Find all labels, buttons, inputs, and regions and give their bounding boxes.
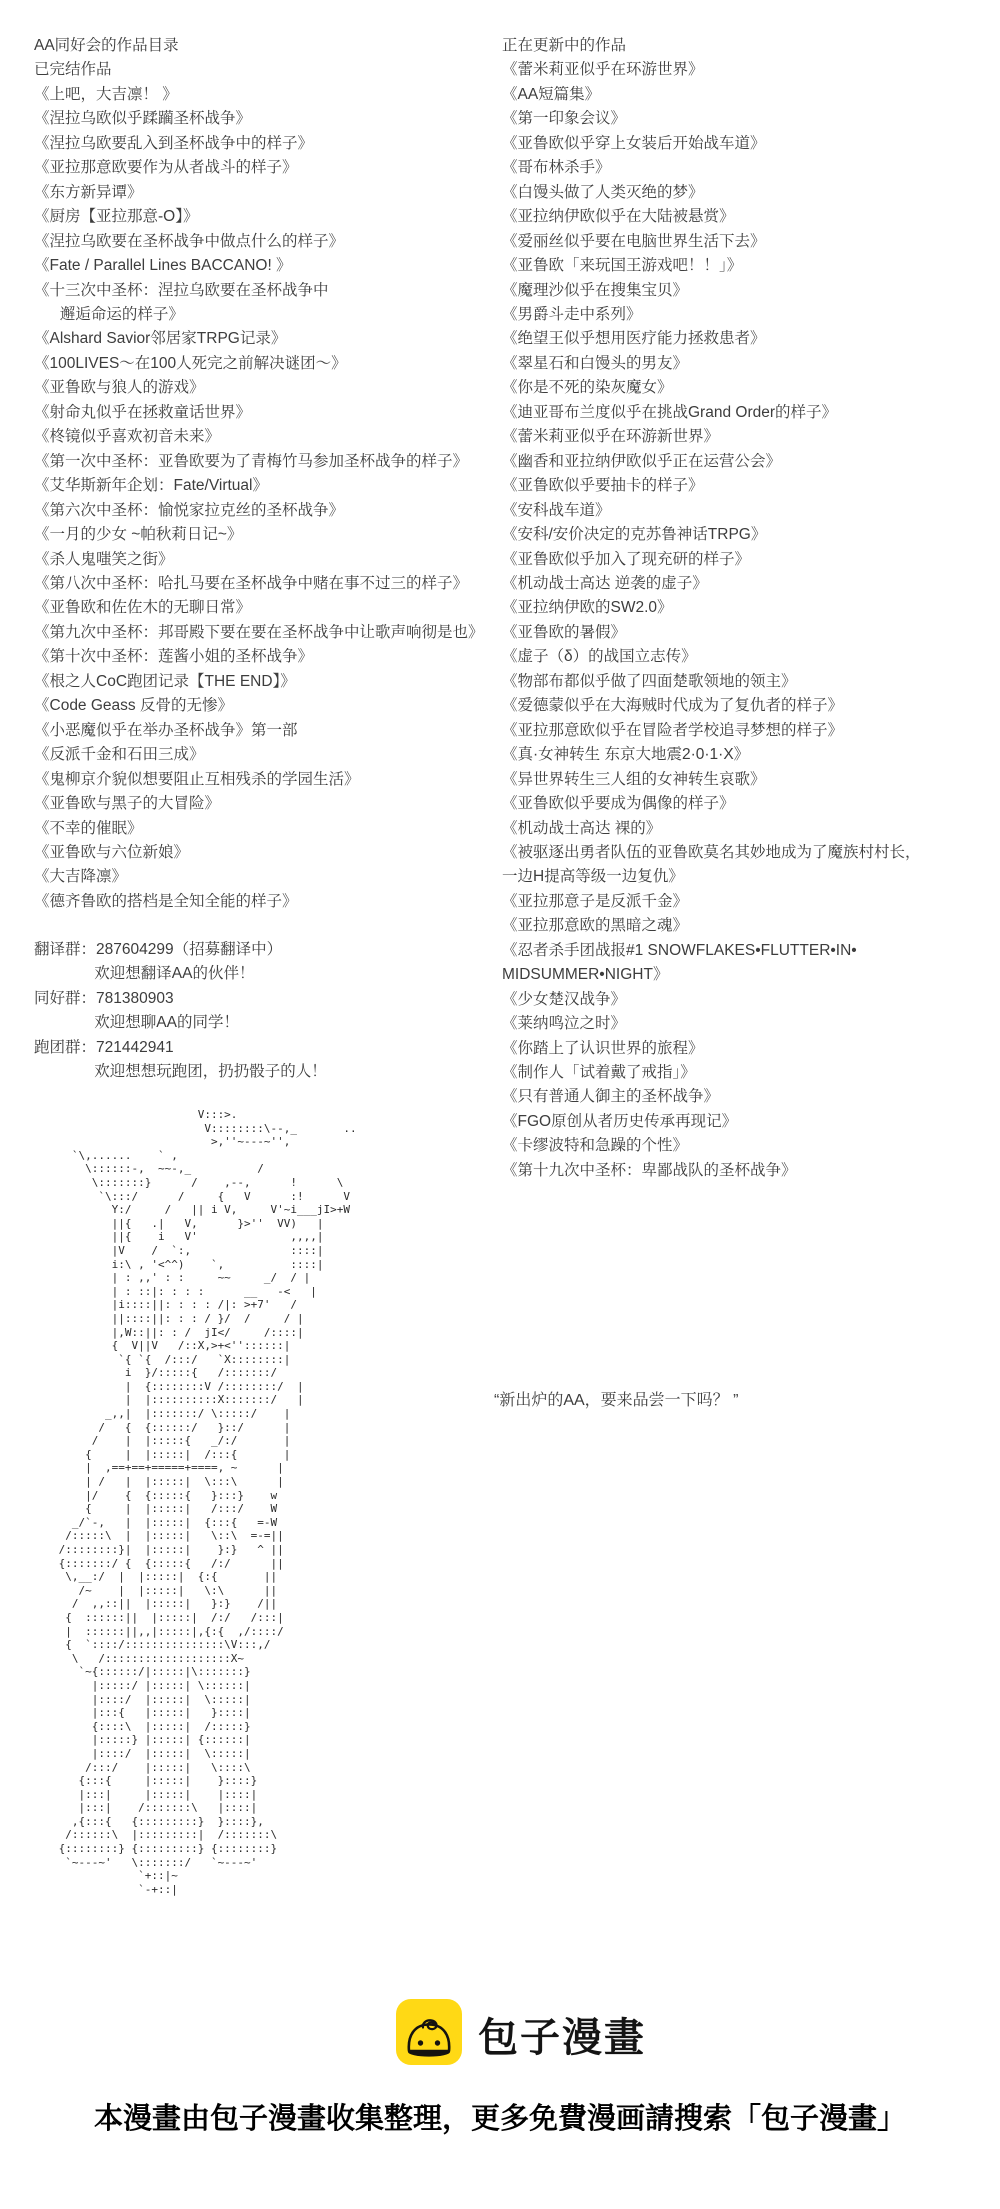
list-item: 《亚鲁欧似乎穿上女装后开始战车道》 bbox=[502, 134, 766, 152]
list-item: 正在更新中的作品 bbox=[502, 37, 627, 54]
list-item: |/ { {:::::{ }:::} w bbox=[52, 1488, 278, 1502]
list-item: ||::::||: : : / }/ / / | bbox=[52, 1311, 304, 1325]
list-item: 《第十次中圣杯：莲酱小姐的圣杯战争》 bbox=[34, 648, 314, 666]
list-item: >,''~---~'', bbox=[52, 1135, 291, 1149]
list-item: 欢迎想想玩跑团，扔扔骰子的人！ bbox=[34, 1063, 327, 1081]
list-item: 《物部布都似乎做了四面楚歌领地的领主》 bbox=[502, 672, 797, 690]
list-item: | ::::::||,,|:::::|,{:{ ,/::::/ bbox=[52, 1624, 284, 1638]
list-item: 《幽香和亚拉纳伊欧似乎正在运营公会》 bbox=[502, 452, 782, 470]
list-item: 《鬼柳京介貌似想要阻止互相残杀的学园生活》 bbox=[34, 770, 360, 788]
list-item: AA同好会的作品目录 bbox=[34, 37, 179, 54]
list-item: 《不幸的催眠》 bbox=[34, 819, 143, 837]
ascii-art bbox=[52, 1108, 357, 1896]
quote-text: “新出炉的AA，要来品尝一下吗？ ” bbox=[494, 1392, 739, 1409]
list-item: 《十三次中圣杯：涅拉乌欧要在圣杯战争中 bbox=[34, 281, 329, 299]
list-item: { V||V /::X,>+<''::::::| bbox=[52, 1339, 291, 1353]
list-item: \:::::::} / ,--, ! \ bbox=[52, 1175, 344, 1189]
list-item: {:::{ |:::::| }::::} bbox=[52, 1774, 258, 1788]
list-item: 邂逅命运的样子》 bbox=[34, 305, 184, 323]
list-item: 《制作人「试着戴了戒指」》 bbox=[502, 1064, 696, 1082]
list-item: 《亚鲁欧与六位新娘》 bbox=[34, 843, 190, 861]
list-item: |::::/ |:::::| \:::::| bbox=[52, 1692, 251, 1706]
list-item: i:\ , '<^^) `, ::::| bbox=[52, 1257, 324, 1271]
list-item: | ,==+==+=====+====, ~ | bbox=[52, 1461, 284, 1475]
completed-works-list bbox=[34, 34, 484, 914]
list-item: 《AA短篇集》 bbox=[502, 85, 601, 103]
list-item: 《机动战士高达 逆袭的虚子》 bbox=[502, 574, 708, 592]
list-item: 《涅拉乌欧似乎蹂躏圣杯战争》 bbox=[34, 110, 252, 128]
list-item: 《根之人CoC跑团记录【THE END】》 bbox=[34, 672, 296, 690]
list-item: 《涅拉乌欧要乱入到圣杯战争中的样子》 bbox=[34, 134, 314, 152]
list-item: 《安科战车道》 bbox=[502, 501, 611, 519]
list-item: 《异世界转生三人组的女神转生哀歌》 bbox=[502, 770, 766, 788]
list-item: / | |:::::{ _/:/ | bbox=[52, 1434, 291, 1448]
list-item: 《亚鲁欧似乎要抽卡的样子》 bbox=[502, 477, 704, 495]
list-item: 欢迎想翻译AA的伙伴！ bbox=[34, 965, 255, 983]
list-item: /::::::\ |:::::::::| /:::::::\ bbox=[52, 1828, 278, 1842]
list-item: ,{:::{ {:::::::::} }::::}, bbox=[52, 1814, 264, 1828]
list-item: |,W::||: : / jI</ /::::| bbox=[52, 1325, 304, 1339]
list-item: MIDSUMMER•NIGHT》 bbox=[502, 966, 669, 984]
list-item: `{ `{ /:::/ `X::::::::| bbox=[52, 1352, 291, 1366]
list-item: 《忍者杀手团战报#1 SNOWFLAKES•FLUTTER•IN• bbox=[502, 941, 857, 959]
list-item: 已完结作品 bbox=[34, 61, 112, 79]
list-item: 《涅拉乌欧要在圣杯战争中做点什么的样子》 bbox=[34, 232, 345, 250]
list-item: 《亚拉那意欧似乎在冒险者学校追寻梦想的样子》 bbox=[502, 721, 844, 739]
list-item: ||{ .| V, }>'' VV) | bbox=[52, 1216, 324, 1230]
list-item: { | |:::::| /:::/ W bbox=[52, 1502, 278, 1516]
list-item: {::::\ |:::::| /:::::} bbox=[52, 1719, 251, 1733]
list-item: |i::::||: : : : /|: >+7' / bbox=[52, 1298, 298, 1312]
list-item: { | |:::::| /:::{ | bbox=[52, 1447, 291, 1461]
list-item: 《第九次中圣杯：邦哥殿下要在要在圣杯战争中让歌声响彻是也》 bbox=[34, 623, 484, 641]
list-item: 《哥布林杀手》 bbox=[502, 159, 611, 177]
list-item: 《大吉降凛》 bbox=[34, 868, 128, 886]
list-item: 《男爵斗走中系列》 bbox=[502, 305, 642, 323]
list-item: | : ,,' : : ~~ _/ / | bbox=[52, 1271, 311, 1285]
list-item: 同好群：781380903 bbox=[34, 989, 174, 1007]
list-item: _,,| |:::::::/ \:::::/ | bbox=[52, 1407, 291, 1421]
list-item: {:::::::/ { {:::::{ /:/ || bbox=[52, 1556, 284, 1570]
list-item: 《亚拉纳伊欧的SW2.0》 bbox=[502, 599, 673, 617]
list-item: | / | |:::::| \:::\ | bbox=[52, 1475, 284, 1489]
logo-text: 包子漫畫 bbox=[478, 2016, 646, 2060]
list-item: 《莱纳鸣泣之时》 bbox=[502, 1015, 627, 1033]
list-item: 《亚鲁欧似乎要成为偶像的样子》 bbox=[502, 795, 735, 813]
list-item: 《白馒头做了人类灭绝的梦》 bbox=[502, 183, 704, 201]
list-item: 《少女楚汉战争》 bbox=[502, 990, 627, 1008]
list-item: 《第一印象会议》 bbox=[502, 110, 627, 128]
list-item: 《小恶魔似乎在举办圣杯战争》第一部 bbox=[34, 721, 298, 739]
list-item: 《德齐鲁欧的搭档是全知全能的样子》 bbox=[34, 892, 298, 910]
list-item: { `::::/:::::::::::::::\V:::,/ bbox=[52, 1638, 271, 1652]
list-item: |:::::} |:::::| {::::::| bbox=[52, 1733, 251, 1747]
list-item: | |::::::::::X:::::::/ | bbox=[52, 1393, 304, 1407]
list-item: |:::| |:::::| |::::| bbox=[52, 1787, 258, 1801]
list-item: ||{ i V' ,,,,| bbox=[52, 1230, 324, 1244]
list-item: 《迪亚哥布兰度似乎在挑战Grand Order的样子》 bbox=[502, 403, 838, 421]
list-item: 《虚子（δ）的战国立志传》 bbox=[502, 648, 697, 666]
list-item: `\,...... ` , bbox=[52, 1148, 178, 1162]
list-item: 《亚拉纳伊欧似乎在大陆被悬赏》 bbox=[502, 208, 735, 226]
list-item: | {::::::::V /::::::::/ | bbox=[52, 1379, 304, 1393]
list-item: 《爱丽丝似乎要在电脑世界生活下去》 bbox=[502, 232, 766, 250]
list-item: 《被驱逐出勇者队伍的亚鲁欧莫名其妙地成为了魔族村村长， bbox=[502, 843, 921, 861]
list-item: |:::| /:::::::\ |::::| bbox=[52, 1801, 258, 1815]
list-item: \,__:/ | |:::::| {:{ || bbox=[52, 1570, 278, 1584]
list-item: _/`-, | |:::::| {:::{ =-W bbox=[52, 1515, 278, 1529]
list-item: 《亚拉那意欧要作为从者战斗的样子》 bbox=[34, 159, 298, 177]
list-item: Y:/ / || i V, V'~i___jI>+W bbox=[52, 1203, 351, 1217]
list-item: 《亚鲁欧的暑假》 bbox=[502, 623, 627, 641]
list-item: 《第一次中圣杯：亚鲁欧要为了青梅竹马参加圣杯战争的样子》 bbox=[34, 452, 469, 470]
list-item: 《亚鲁欧「来玩国王游戏吧！！」》 bbox=[502, 257, 743, 275]
list-item: 《艾华斯新年企划：Fate/Virtual》 bbox=[34, 477, 268, 495]
list-item: 《一月的少女 ~帕秋莉日记~》 bbox=[34, 526, 243, 544]
list-item: |:::::/ |:::::| \::::::| bbox=[52, 1678, 251, 1692]
list-item: |::::/ |:::::| \:::::| bbox=[52, 1746, 251, 1760]
list-item: 《亚鲁欧似乎加入了现充研的样子》 bbox=[502, 550, 751, 568]
qq-groups-list bbox=[34, 938, 327, 1085]
list-item: 《杀人鬼嗤笑之街》 bbox=[34, 550, 174, 568]
list-item: 《蕾米莉亚似乎在环游世界》 bbox=[502, 61, 704, 79]
list-item: |V / `:, ::::| bbox=[52, 1243, 324, 1257]
footer-disclaimer: 本漫畫由包子漫畫收集整理，更多免費漫画請搜索「包子漫畫」 bbox=[93, 2103, 906, 2135]
list-item: 《东方新异谭》 bbox=[34, 183, 143, 201]
list-item: 《机动战士高达 裸的》 bbox=[502, 819, 662, 837]
list-item: /:::::\ | |:::::| \::\ =-=|| bbox=[52, 1529, 284, 1543]
list-item: `+::|~ bbox=[52, 1869, 178, 1883]
list-item: 《亚鲁欧和佐佐木的无聊日常》 bbox=[34, 599, 252, 617]
list-item: 《只有普通人御主的圣杯战争》 bbox=[502, 1088, 720, 1106]
list-item: V:::>. bbox=[52, 1108, 238, 1121]
list-item: 《绝望王似乎想用医疗能力拯救患者》 bbox=[502, 330, 766, 348]
list-item: 《FGO原创从者历史传承再现记》 bbox=[502, 1112, 738, 1130]
list-item: | : ::|: : : : __ -< | bbox=[52, 1284, 317, 1298]
list-item: 《翠星石和白馒头的男友》 bbox=[502, 354, 689, 372]
list-item: 《射命丸似乎在拯救童话世界》 bbox=[34, 403, 252, 421]
list-item: 《亚鲁欧与狼人的游戏》 bbox=[34, 379, 205, 397]
list-item: 《蕾米莉亚似乎在环游新世界》 bbox=[502, 428, 720, 446]
list-item: 欢迎想聊AA的同学！ bbox=[34, 1014, 239, 1032]
list-item: 《你是不死的染灰魔女》 bbox=[502, 379, 673, 397]
list-item: 《Fate / Parallel Lines BACCANO! 》 bbox=[34, 257, 292, 275]
list-item: 《100LIVES～在100人死完之前解决谜团～》 bbox=[34, 354, 347, 372]
list-item: 《爱德蒙似乎在大海贼时代成为了复仇者的样子》 bbox=[502, 697, 844, 715]
list-item: 《厨房【亚拉那意-O】》 bbox=[34, 208, 199, 226]
list-item: /::::::::}| |:::::| }:} ^ || bbox=[52, 1543, 284, 1556]
baozi-bun-icon bbox=[396, 1999, 462, 2065]
list-item: 《上吧，大吉凛！ 》 bbox=[34, 85, 178, 103]
list-item: 《Code Geass 反骨的无惨》 bbox=[34, 697, 233, 715]
list-item: `-+::| bbox=[52, 1882, 178, 1896]
list-item: `~{::::::/|:::::|\:::::::} bbox=[52, 1665, 251, 1679]
list-item: 《Alshard Savior邻居家TRPG记录》 bbox=[34, 330, 287, 348]
list-item: 《亚鲁欧与黑子的大冒险》 bbox=[34, 795, 221, 813]
list-item: / { {::::::/ }::/ | bbox=[52, 1420, 291, 1434]
list-item: `~---~' \:::::::/ `~---~' bbox=[52, 1855, 258, 1869]
list-item: 《真·女神转生 东京大地震2·0·1·X》 bbox=[502, 746, 750, 764]
list-item: |:::{ |:::::| }::::| bbox=[52, 1706, 251, 1720]
list-item: 翻译群：287604299（招募翻译中） bbox=[34, 941, 283, 958]
list-item: \::::::-, ~~-,_ / bbox=[52, 1162, 264, 1176]
list-item: 《亚拉那意子是反派千金》 bbox=[502, 892, 689, 910]
list-item: V::::::::\--,_ .. bbox=[52, 1121, 357, 1135]
list-item: 一边H提高等级一边复仇》 bbox=[502, 868, 684, 886]
list-item: 《亚拉那意欧的黑暗之魂》 bbox=[502, 917, 689, 935]
list-item: \ /:::::::::::::::::::X~ bbox=[52, 1651, 245, 1665]
list-item: 《安科/安价决定的克苏鲁神话TRPG》 bbox=[502, 526, 767, 544]
list-item: 《第十九次中圣杯：卑鄙战队的圣杯战争》 bbox=[502, 1161, 797, 1179]
list-item: 《柊镜似乎喜欢初音未来》 bbox=[34, 428, 221, 446]
list-item: { ::::::|| |:::::| /:/ /:::| bbox=[52, 1610, 284, 1624]
list-item: / ,,::|| |:::::| }:} /|| bbox=[52, 1597, 278, 1611]
list-item: 《魔理沙似乎在搜集宝贝》 bbox=[502, 281, 689, 299]
list-item: 《卡缪波特和急躁的个性》 bbox=[502, 1137, 689, 1155]
list-item: 《第六次中圣杯：愉悦家拉克丝的圣杯战争》 bbox=[34, 501, 345, 519]
list-item: 《你踏上了认识世界的旅程》 bbox=[502, 1039, 704, 1057]
list-item: 跑团群：721442941 bbox=[34, 1038, 174, 1056]
list-item: 《反派千金和石田三成》 bbox=[34, 746, 205, 764]
list-item: `\:::/ / { V :! V bbox=[52, 1189, 351, 1203]
list-item: /:::/ |:::::| \::::\ bbox=[52, 1760, 251, 1774]
updating-works-list bbox=[502, 34, 921, 1183]
list-item: {::::::::} {:::::::::} {::::::::} bbox=[52, 1842, 278, 1856]
list-item: /~ | |:::::| \:\ || bbox=[52, 1583, 278, 1597]
list-item: 《第八次中圣杯：哈扎马要在圣杯战争中赌在事不过三的样子》 bbox=[34, 574, 469, 592]
list-item: i }/:::::{ /:::::::/ bbox=[52, 1366, 278, 1380]
